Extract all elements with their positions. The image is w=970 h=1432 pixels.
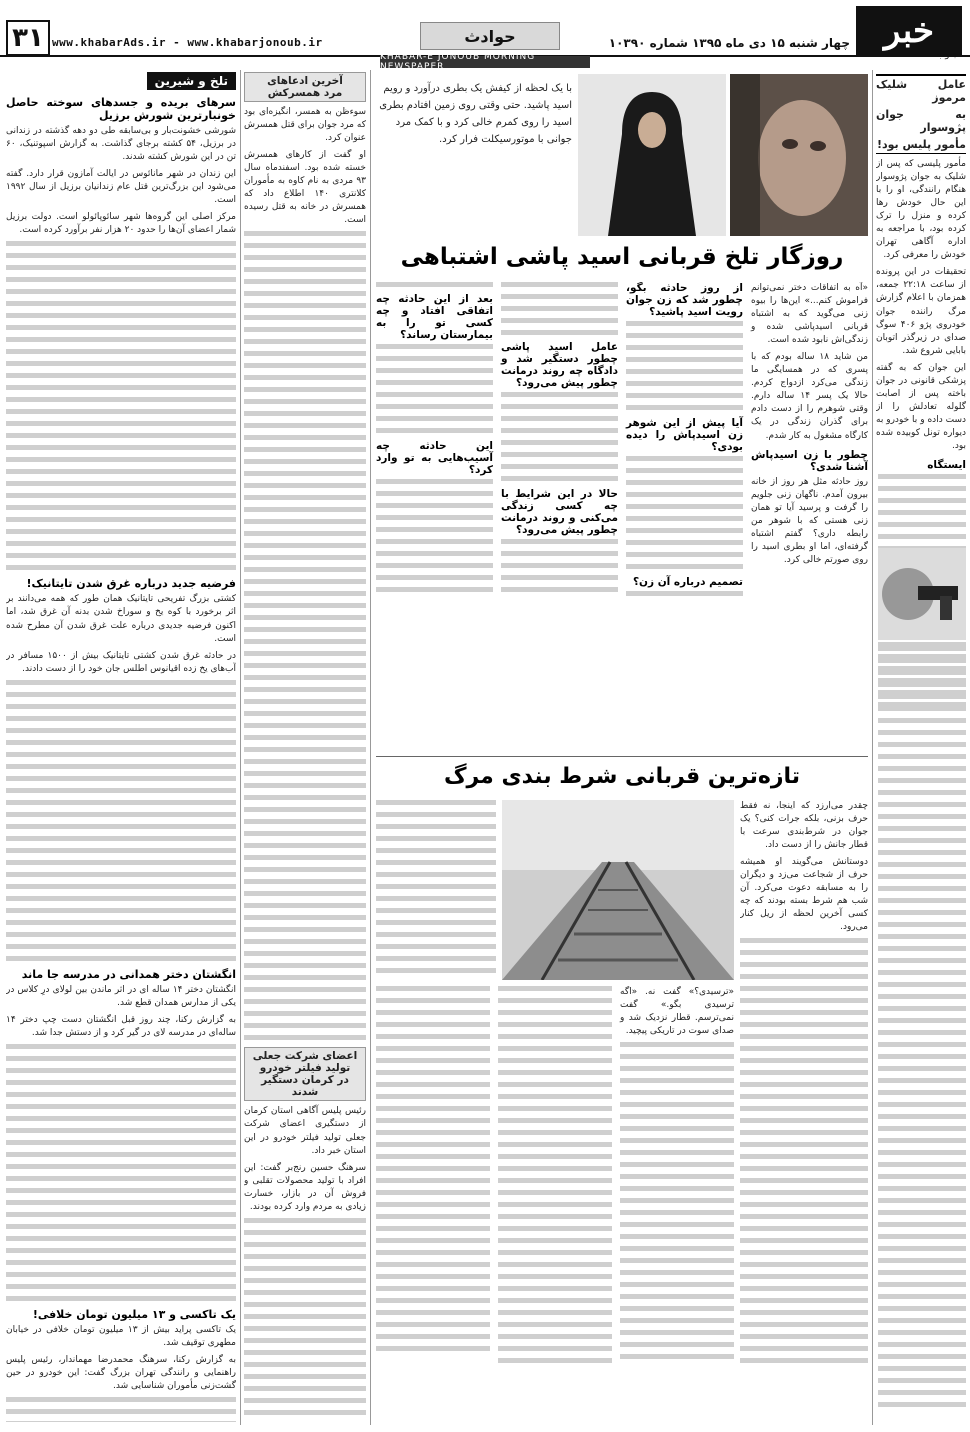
paragraph: «آه به اتفاقات دختر نمی‌توانم فراموش کنم...» این‌ها را بیوه زنی می‌گوید که به اشتباه قربانی اسیدپاشی شده و زندگی‌اش نابود شده است. bbox=[751, 283, 868, 346]
text-body-placeholder bbox=[501, 392, 618, 481]
right-title-line2: به جوان پژوسوار bbox=[876, 108, 966, 134]
text-body-placeholder bbox=[6, 241, 236, 570]
kicker-wrapper bbox=[6, 72, 236, 90]
text-body-placeholder bbox=[6, 1044, 236, 1301]
story-title: فرضیه جدید درباره غرق شدن تایتانیک! bbox=[26, 577, 236, 591]
paragraph: در حادثه غرق شدن کشتی تایتانیک بیش از ۱۵۰۰ مسافر در آب‌های یخ زده اقیانوس اطلس جان خود را از دست دادند. bbox=[6, 650, 236, 674]
paragraph: تحقیقات در این پرونده از ساعت ۲۲:۱۸ جمعه، همزمان با اعلام گزارش مرگ راننده جوان خودروی پژو ۴۰۶ سوگ صدای در زیرگذر اتوبان بابایی شروع شد. bbox=[876, 267, 966, 356]
left-column bbox=[6, 72, 236, 1422]
paragraph: مرکز اصلی این گروه‌ها شهر سائوپائولو است. دولت برزیل شمار اعضای آن‌ها را حدود ۲۰ هزار نفر برآورد کرده است. bbox=[6, 212, 236, 236]
paragraph: من شاید ۱۸ ساله بودم که با پسری که در همسایگی ما زندگی می‌کرد ازدواج کردم. حالا یک پسر ۱۴ ساله دارم. وقتی شوهرم را از دست دادم برای گذران زندگی در یک کارگاه مشغول به کار شدم. bbox=[751, 352, 868, 441]
paragraph: مأمور پلیسی که پس از شلیک به جوان پژوسوار هنگام رانندگی، او را با این حال خودش رها کرده و منزل را ترک کرده بود، با مراجعه به اداره آگاهی تهران خودش را معرفی کرد. bbox=[876, 159, 966, 261]
title-box2-line1: اعضای شرکت جعلی bbox=[252, 1050, 358, 1063]
column-divider bbox=[240, 70, 241, 1425]
story-title: انگشتان دختر همدانی در مدرسه جا ماند bbox=[21, 967, 236, 981]
narrow-column bbox=[244, 72, 366, 1422]
column-divider bbox=[370, 70, 371, 1425]
section-title: حوادث bbox=[420, 22, 560, 50]
victim-photo bbox=[730, 74, 868, 236]
subhead: از روز حادثه بگو، چطور شد که زن جوان رویت اسید پاشید؟ bbox=[626, 282, 743, 318]
text-body-placeholder bbox=[376, 800, 496, 973]
victim-portrait-photo bbox=[578, 74, 726, 236]
text-body-placeholder bbox=[878, 646, 966, 1407]
title-box-2 bbox=[244, 1047, 366, 1101]
column-divider bbox=[872, 70, 873, 1425]
right-column-lower bbox=[876, 646, 966, 1422]
text-body-placeholder bbox=[6, 680, 236, 961]
section-rule bbox=[376, 756, 868, 757]
photo-caption-text: با یک لحظه از کیفش یک بطری درآورد و رویم اسید پاشید. حتی وقتی روی زمین افتادم بطری اسید را روی کمرم خالی کرد و با کمک مرد جوانی با موتورسیکلت فرار کرد. bbox=[379, 83, 572, 145]
subhead: چطور با زن اسیدپاش آشنا شدی؟ bbox=[751, 448, 868, 473]
death-bet-body-left bbox=[376, 800, 496, 980]
death-bet-body-lower bbox=[376, 986, 734, 1422]
issue-dateline: چهار شنبه ۱۵ دی ماه ۱۳۹۵ شماره ۱۰۳۹۰ bbox=[608, 36, 850, 50]
paragraph: روز حادثه مثل هر روز از خانه بیرون آمدم. ناگهان زنی جلویم را گرفت و پرسید آیا تو همان زنی هستی که با شوهر من رابطه داری؟ گفتم اشتباه گرفته‌ای، اما او بطری اسید را روی صورتم خالی کرد. bbox=[751, 476, 868, 565]
right-title-line1: عامل شلیک مرموز bbox=[876, 74, 966, 104]
subhead: آیا پیش از این شوهر زن اسیدپاش را دیده بودی؟ bbox=[626, 417, 743, 453]
acid-story-body bbox=[376, 282, 868, 752]
text-body-placeholder bbox=[376, 344, 493, 433]
text-body-placeholder bbox=[376, 479, 493, 592]
photo-caption bbox=[376, 80, 572, 230]
paragraph: کشتی بزرگ تفریحی تایتانیک همان طور که همه می‌دانند بر اثر برخورد با کوه یخ و سوراخ شدن بدنه آن غرق شد، اما اکنون فرضیه جدیدی درباره علت غرق شدن آن مطرح شده است. bbox=[6, 594, 236, 644]
paragraph: دوستانش می‌گویند او همیشه حرف از شجاعت می‌زد و دیگران را به مسابقه دعوت می‌کرد. آن شب هم شرط بسته بودند که چه کسی آخرین لحظه از ریل کنار می‌رود. bbox=[740, 857, 868, 933]
website-urls[interactable]: www.khabarAds.ir - www.khabarjonoub.ir bbox=[52, 36, 323, 49]
text-body-placeholder bbox=[6, 1397, 236, 1422]
paragraph: سوءظن به همسر، انگیزه‌ای بود که مرد جوان برای قتل همسرش عنوان کرد. bbox=[244, 107, 366, 144]
text-body-placeholder bbox=[376, 986, 734, 1365]
paragraph: یک تاکسی پراید بیش از ۱۳ میلیون تومان خلافی در خیابان مطهری توقیف شد. bbox=[6, 1324, 236, 1348]
paragraph: این زندان در شهر مانائوس در ایالت آمازون قرار دارد. گفته می‌شود این بزرگ‌ترین قتل عام زندانیان برزیل از سال ۱۹۹۲ است. bbox=[6, 169, 236, 206]
death-bet-headline: تازه‌ترین قربانی شرط بندی مرگ bbox=[443, 764, 801, 789]
paragraph: «ترسیدی؟» گفت نه. «اگه ترسیدی بگو.» گفت نمی‌ترسم. قطار نزدیک شد و صدای سوت در تاریکی پیچید. bbox=[620, 987, 734, 1037]
title-box2-line3: در کرمان دستگیر شدند bbox=[261, 1074, 349, 1099]
story-title: سرهای بریده و جسدهای سوخته حاصل خونبارترین شورش برزیل bbox=[6, 96, 236, 123]
title-box-line1: آخرین ادعاهای bbox=[267, 75, 343, 87]
text-body-placeholder bbox=[626, 456, 743, 569]
right-caption: ایستگاه bbox=[927, 459, 966, 472]
title-box-line2: مرد همسرکش bbox=[267, 87, 343, 99]
paragraph: انگشتان دختر ۱۴ ساله ای در اثر ماندن بین لولای درِ کلاس در یکی از مدارس همدان قطع شد. bbox=[6, 984, 236, 1008]
death-bet-body-right bbox=[740, 800, 868, 1422]
subhead: این حادثه چه آسیب‌هایی به تو وارد کرد؟ bbox=[376, 440, 493, 476]
paragraph: او گفت از کارهای همسرش خسته شده بود. اسفندماه سال ۹۳ مردی به نام کاوه به مأموران کلانتری ۱۴۰ اطلاع داد که همسرش در خانه به قتل رسیده است. bbox=[244, 150, 366, 226]
text-body-placeholder bbox=[244, 1218, 366, 1422]
paragraph: شورشی خشونت‌بار و بی‌سابقه طی دو دهه گذشته در زندانی در برزیل، ۵۴ کشته برجای گذاشت. به گزارش اسپوتنیک، ۶۰ تن در این شورش کشته شدند. bbox=[6, 126, 236, 163]
title-box bbox=[244, 72, 366, 102]
subhead: حالا در این شرایط با چه کسی زندگی می‌کنی و روند درمانت چطور پیش می‌رود؟ bbox=[501, 488, 618, 536]
subhead: بعد از این حادثه چه اتفاقی افتاد و چه کسی تو را به بیمارستان رساند؟ bbox=[376, 293, 493, 341]
masthead bbox=[0, 0, 970, 60]
paragraph: سرهنگ حسین رنج‌بر گفت: این افراد با تولید محصولات تقلبی و فروش آن در بازار، خسارت زیادی به مردم وارد کرده بودند. bbox=[244, 1162, 366, 1212]
text-body-placeholder bbox=[626, 321, 743, 410]
paragraph: به گزارش رکنا، سرهنگ محمدرضا مهماندار، رئیس پلیس راهنمایی و رانندگی تهران بزرگ گفت: این خودرو در حین گشت‌زنی مأموران شناسایی شد. bbox=[6, 1354, 236, 1392]
tagline-bar: KHABAR-E JONOUB MORNING NEWSPAPER bbox=[380, 56, 590, 68]
story-title: یک تاکسی و ۱۳ میلیون تومان خلافی! bbox=[32, 1307, 236, 1321]
title-box2-line2: تولید فیلتر خودرو bbox=[259, 1062, 351, 1075]
right-title-line3: مأمور پلیس بود! bbox=[876, 138, 966, 154]
paragraph: این جوان که به گفته پزشکی قانونی در جوان باخته پس از اصابت گلوله تعادلش را از دست داده و با خودرو به دیواره تونل کوبیده شده بود. bbox=[876, 362, 966, 451]
newspaper-logo: خبر bbox=[856, 6, 962, 56]
paragraph: رئیس پلیس آگاهی استان کرمان از دستگیری اعضای شرکت جعلی تولید فیلتر خودرو در این استان خبر داد. bbox=[244, 1106, 366, 1156]
subhead: عامل اسید پاشی چطور دستگیر شد و دادگاه چه روند درمانت چطور پیش می‌رود؟ bbox=[501, 341, 618, 389]
gun-photo bbox=[878, 548, 966, 640]
paragraph: به گزارش رکنا، چند روز قبل انگشتان دست چپ دختر ۱۴ ساله‌ای در مدرسه لای در گیر کرد و از دستش جدا شد. bbox=[6, 1014, 236, 1038]
page-number: ۳۱ bbox=[6, 20, 50, 56]
text-body-placeholder bbox=[244, 231, 366, 1040]
railway-photo bbox=[502, 800, 734, 980]
text-body-placeholder bbox=[740, 938, 868, 1363]
subhead: تصمیم درباره آن زن؟ bbox=[632, 576, 743, 588]
acid-story-headline: روزگار تلخ قربانی اسید پاشی اشتباهی bbox=[400, 244, 844, 270]
kicker-tag: تلخ و شیرین bbox=[147, 72, 236, 90]
paragraph: چقدر می‌ارزد که اینجا، نه فقط حرف بزنی، بلکه جرات کنی؟ یک جوان در شرط‌بندی سرعت با قطار جانش را از دست داد. bbox=[740, 801, 868, 851]
